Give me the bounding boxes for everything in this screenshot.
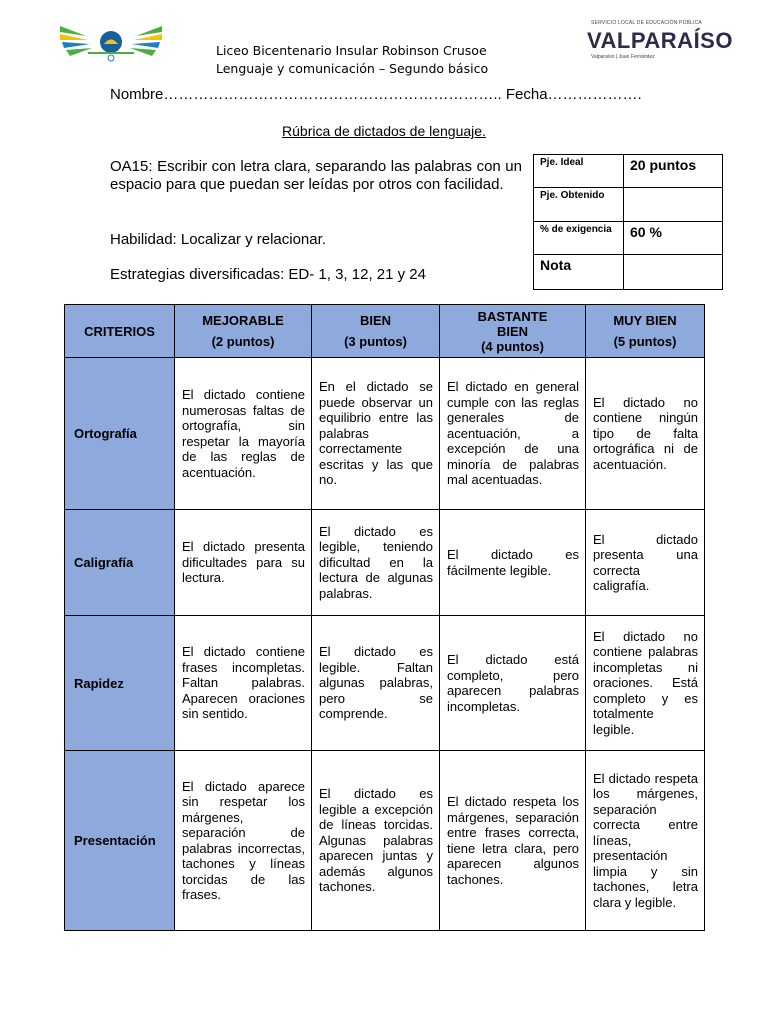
rubric-table — [64, 304, 705, 931]
level-name: BIEN — [359, 313, 392, 328]
rubric-cell: El dictado contiene frases incompletas. Faltan palabras. Aparecen oraciones sin sentido. — [175, 616, 312, 751]
criterion-label: Presentación — [65, 751, 175, 931]
objective-text: OA15: Escribir con letra clara, separando las palabras con un espacio para que puedan ser leídas por otros con facilidad. — [110, 158, 522, 193]
rubric-cell: El dictado está completo, pero aparecen palabras incompletas. — [440, 616, 586, 751]
logo-top-line: SERVICIO LOCAL DE EDUCACIÓN PÚBLICA — [591, 20, 702, 26]
page-title — [0, 123, 768, 139]
criterion-label: Rapidez — [65, 616, 175, 751]
level-header — [175, 305, 312, 358]
skill-text: Habilidad: Localizar y relacionar. — [110, 231, 326, 248]
rubric-cell: El dictado presenta una correcta caligrafía. — [586, 510, 705, 616]
rubric-cell: El dictado es legible a excepción de líneas torcidas. Algunas palabras aparecen juntas y además algunos tachones. — [312, 751, 440, 931]
level-header — [312, 305, 440, 358]
score-row-ideal — [534, 155, 723, 188]
level-points: (5 puntos) — [613, 334, 677, 349]
score-table — [533, 154, 723, 290]
rubric-cell: El dictado respeta los márgenes, separación entre frases correcta, tiene letra clara, pero aparecen algunos tachones. — [440, 751, 586, 931]
score-row-nota — [534, 255, 723, 290]
score-row-obtained — [534, 188, 723, 222]
rubric-cell: El dictado en general cumple con las reglas generales de acentuación, a excepción de una minoría de palabras mal acentuadas. — [440, 358, 586, 510]
school-name: Liceo Bicentenario Insular Robinson Crusoe — [216, 43, 487, 58]
valparaiso-logo — [587, 20, 737, 62]
score-value: 60 % — [624, 222, 723, 255]
level-header — [440, 305, 586, 358]
score-label: % de exigencia — [534, 222, 624, 255]
rubric-cell: El dictado contiene numerosas faltas de ortografía, sin respetar la mayoría de las reglas de acentuación. — [175, 358, 312, 510]
level-name: MUY BIEN — [613, 313, 677, 328]
level-points: (4 puntos) — [481, 338, 544, 354]
score-label: Pje. Obtenido — [534, 188, 624, 222]
school-logo-icon — [58, 22, 164, 62]
strategies-text: Estrategias diversificadas: ED- 1, 3, 12, 21 y 24 — [110, 266, 426, 283]
score-value: 20 puntos — [624, 155, 723, 188]
school-header — [216, 42, 488, 78]
level-header — [586, 305, 705, 358]
score-row-exigencia — [534, 222, 723, 255]
level-name: BASTANTE BIEN — [477, 308, 548, 339]
criteria-header: CRITERIOS — [65, 305, 175, 358]
rubric-row-caligrafia — [65, 510, 705, 616]
rubric-cell: El dictado es legible, teniendo dificultad en la lectura de algunas palabras. — [312, 510, 440, 616]
rubric-cell: El dictado no contiene palabras incompletas ni oraciones. Está completo y es totalmente legible. — [586, 616, 705, 751]
rubric-row-ortografia — [65, 358, 705, 510]
logo-word: VALPARAÍSO — [587, 28, 733, 53]
score-value — [624, 188, 723, 222]
logo-bottom-line: Valparaíso | Juan Fernández — [591, 54, 655, 60]
level-name: MEJORABLE — [202, 313, 284, 328]
name-date-line: Nombre………………………………………………………….. Fecha………………. — [110, 86, 642, 103]
level-points: (2 puntos) — [211, 334, 275, 349]
page-title-text: Rúbrica de dictados de lenguaje. — [282, 123, 486, 139]
rubric-cell: El dictado es legible. Faltan algunas palabras, pero se comprende. — [312, 616, 440, 751]
rubric-cell: El dictado aparece sin respetar los márgenes, separación de palabras incorrectas, tachones y líneas torcidas de las frases. — [175, 751, 312, 931]
rubric-header-row — [65, 305, 705, 358]
rubric-cell: El dictado presenta dificultades para su lectura. — [175, 510, 312, 616]
rubric-cell: El dictado es fácilmente legible. — [440, 510, 586, 616]
rubric-cell: El dictado respeta los márgenes, separación correcta entre líneas, presentación limpia y sin tachones, letra clara y legible. — [586, 751, 705, 931]
rubric-cell: En el dictado se puede observar un equilibrio entre las palabras correctamente escritas y las que no. — [312, 358, 440, 510]
criterion-label: Caligrafía — [65, 510, 175, 616]
score-value — [624, 255, 723, 290]
rubric-row-presentacion — [65, 751, 705, 931]
subject-line: Lenguaje y comunicación – Segundo básico — [216, 61, 489, 76]
score-label: Nota — [534, 255, 624, 290]
level-points: (3 puntos) — [344, 334, 407, 349]
criterion-label: Ortografía — [65, 358, 175, 510]
score-label: Pje. Ideal — [534, 155, 624, 188]
rubric-cell: El dictado no contiene ningún tipo de falta ortográfica ni de acentuación. — [586, 358, 705, 510]
rubric-row-rapidez — [65, 616, 705, 751]
